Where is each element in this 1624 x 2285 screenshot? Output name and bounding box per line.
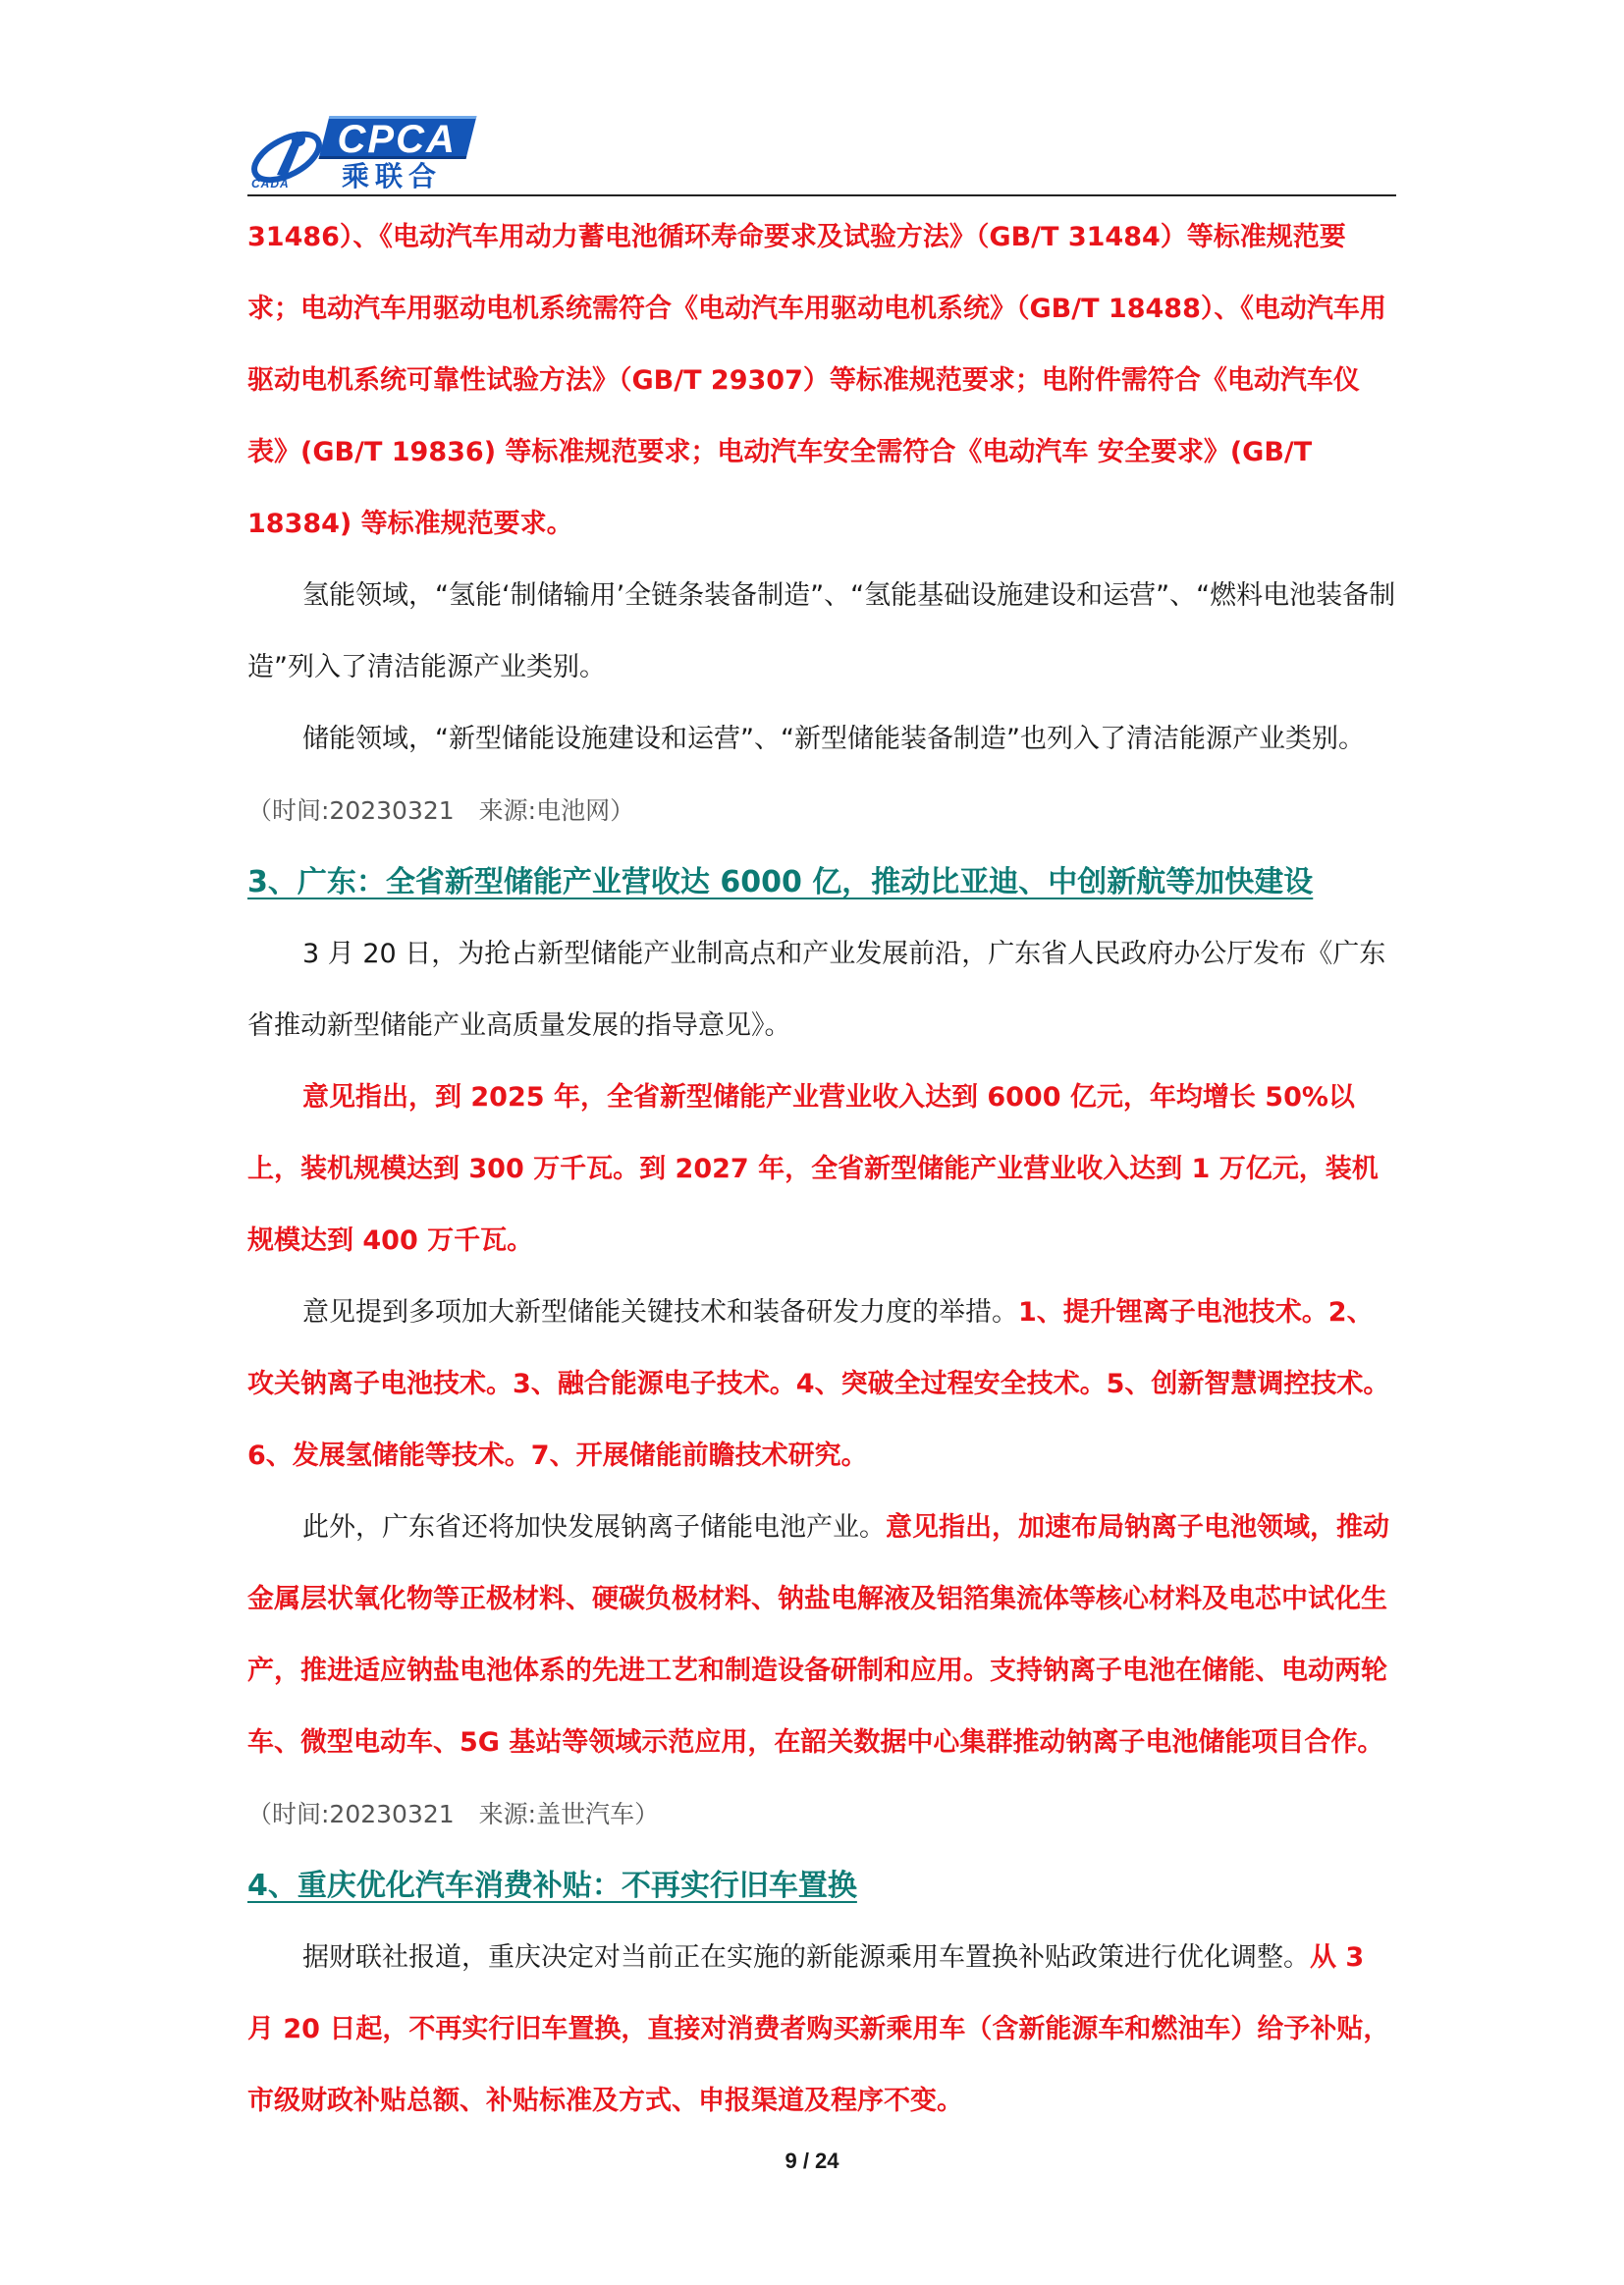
logo-brand-block [319,116,477,159]
paragraph-hydrogen: 氢能领域，“氢能‘制储输用’全链条装备制造”、“氢能基础设施建设和运营”、“燃料电池装备制造”列入了清洁能源产业类别。 [247,580,1396,682]
paragraph-storage [247,703,1396,846]
section-heading-chongqing: 4、重庆优化汽车消费补贴：不再实行旧车置换 [247,1869,857,1903]
paragraph-storage-text: 储能领域，“新型储能设施建设和运营”、“新型储能装备制造”也列入了清洁能源产业类别。 [302,724,1365,754]
paragraph-guangdong-targets: 意见指出，到 2025 年，全省新型储能产业营业收入达到 6000 亿元，年均增长 50%以上，装机规模达到 300 万千瓦。到 2027 年，全省新型储能产业营业收入达到 1 万亿元，装机规模达到 400 万千瓦。 [247,1082,1379,1256]
paragraph-chongqing [247,1922,1396,2137]
logo-brand-text: CPCA [337,118,457,161]
paragraph-sodium-text: 此外，广东省还将加快发展钠离子储能电池产业。 [302,1512,886,1543]
source-note: （时间:20230321 来源:电池网） [247,796,635,825]
paragraph-guangdong-tech-text: 意见提到多项加大新型储能关键技术和装备研发力度的举措。 [302,1297,1018,1328]
header-divider [247,194,1396,196]
logo-subtitle: 乘联合 [342,160,443,192]
source-note: （时间:20230321 来源:盖世汽车） [247,1800,660,1828]
cpca-logo [247,108,483,194]
paragraph-sodium [247,1492,1396,1850]
paragraph-guangdong-intro: 3 月 20 日，为抢占新型储能产业制高点和产业发展前沿，广东省人民政府办公厅发布《广东省推动新型储能产业高质量发展的指导意见》。 [247,939,1386,1041]
paragraph-guangdong-tech [247,1277,1396,1492]
logo-mark-text: CADA [251,177,290,190]
page-number: 9 / 24 [785,2149,839,2173]
paragraph-guangdong-tech-list: 1、提升锂离子电池技术。2、攻关钠离子电池技术。3、融合能源电子技术。4、突破全过程安全技术。5、创新智慧调控技术。6、发展氢储能等技术。7、开展储能前瞻技术研究。 [247,1297,1390,1471]
section-heading-guangdong: 3、广东：全省新型储能产业营收达 6000 亿，推动比亚迪、中创新航等加快建设 [247,865,1314,899]
paragraph-standards: 31486）、《电动汽车用动力蓄电池循环寿命要求及试验方法》（GB/T 31484）等标准规范要求；电动汽车用驱动电机系统需符合《电动汽车用驱动电机系统》（GB/T 18488）、《电动汽车用驱动电机系统可靠性试验方法》（GB/T 29307）等标准规范要求；电附件需符合《电动汽车仪表》(GB/T 19836) 等标准规范要求；电动汽车安全需符合《电动汽车 安全要求》(GB/T 18384) 等标准规范要求。 [247,222,1386,539]
page-header [247,108,1396,198]
paragraph-chongqing-highlight: 从 3 月 20 日起，不再实行旧车置换，直接对消费者购买新乘用车（含新能源车和燃油车）给予补贴，市级财政补贴总额、补贴标准及方式、申报渠道及程序不变。 [247,1942,1390,2116]
page-content [247,201,1396,2137]
paragraph-sodium-highlight: 意见指出，加速布局钠离子电池领域，推动金属层状氧化物等正极材料、硬碳负极材料、钠盐电解液及铝箔集流体等核心材料及电芯中试化生产，推进适应钠盐电池体系的先进工艺和制造设备研制和应用。支持钠离子电池在储能、电动两轮车、微型电动车、5G 基站等领域示范应用，在韶关数据中心集群推动钠离子电池储能项目合作。 [247,1512,1389,1758]
paragraph-chongqing-text: 据财联社报道，重庆决定对当前正在实施的新能源乘用车置换补贴政策进行优化调整。 [302,1942,1310,1973]
